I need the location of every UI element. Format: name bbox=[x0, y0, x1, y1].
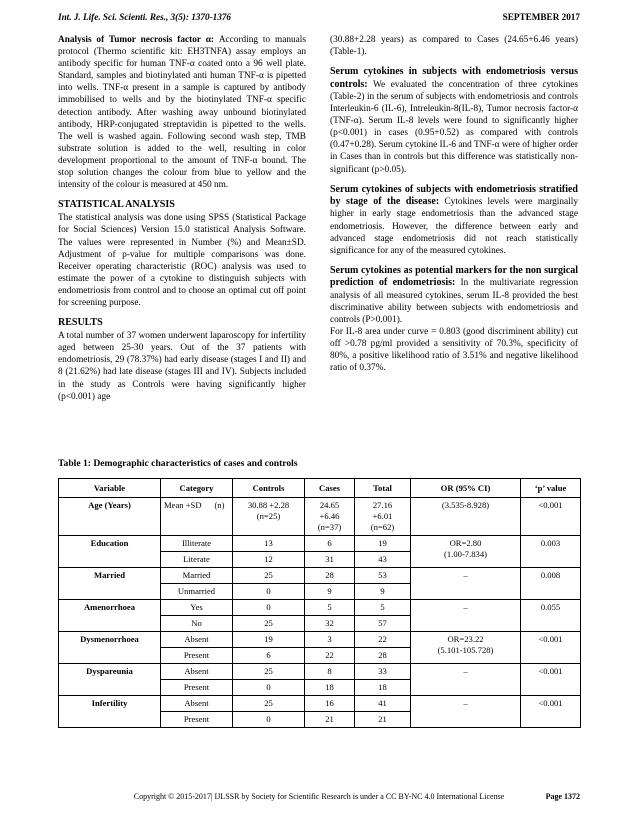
table-row bbox=[59, 536, 581, 552]
table-cell: 43 bbox=[355, 552, 411, 568]
table-cell: Mean +SD (n) bbox=[161, 498, 233, 536]
right-column bbox=[330, 34, 578, 374]
column-header: Category bbox=[161, 479, 233, 498]
table-caption: Table 1: Demographic characteristics of cases and controls bbox=[58, 458, 298, 469]
table-cell: Present bbox=[161, 712, 233, 728]
table-header-row bbox=[59, 479, 581, 498]
table-cell: Present bbox=[161, 680, 233, 696]
table-cell: – bbox=[411, 600, 521, 632]
table-cell: 18 bbox=[305, 680, 355, 696]
table-cell: 18 bbox=[355, 680, 411, 696]
statistical-analysis-heading: STATISTICAL ANALYSIS bbox=[58, 199, 175, 211]
table-row bbox=[59, 696, 581, 712]
table-row bbox=[59, 568, 581, 584]
table-cell: 8 bbox=[305, 664, 355, 680]
column-header: Total bbox=[355, 479, 411, 498]
stage-paragraph bbox=[330, 184, 578, 257]
table-cell: 57 bbox=[355, 616, 411, 632]
stage-text: Cytokines levels were marginally higher in early stage endometriosis than the advanced stage endometriosis. However, the difference between early and advanced stage endometriosis did not reach statistically significance for any of the measured cytokines. bbox=[330, 197, 578, 256]
marker-heading: Serum cytokines as potential markers for the non surgical prediction of endometriosis: bbox=[330, 264, 578, 289]
table-cell: 12 bbox=[233, 552, 305, 568]
table-cell: 28 bbox=[305, 568, 355, 584]
table-cell: 0 bbox=[233, 584, 305, 600]
table-cell: 30.88 +2.28 (n=25) bbox=[233, 498, 305, 536]
table-cell: 19 bbox=[233, 632, 305, 648]
table-cell: 5 bbox=[355, 600, 411, 616]
stage-heading: Serum cytokines of subjects with endometriosis stratified by stage of the disease: bbox=[330, 183, 578, 208]
table-row bbox=[59, 600, 581, 616]
table-row bbox=[59, 632, 581, 648]
variable-cell: Infertility bbox=[59, 696, 161, 728]
table-cell: 0.008 bbox=[521, 568, 581, 600]
variable-cell: Dyspareunia bbox=[59, 664, 161, 696]
column-header: OR (95% CI) bbox=[411, 479, 521, 498]
table-row bbox=[59, 664, 581, 680]
table-cell: Unmarried bbox=[161, 584, 233, 600]
table-cell: 9 bbox=[355, 584, 411, 600]
table-cell: 25 bbox=[233, 696, 305, 712]
table-cell: 41 bbox=[355, 696, 411, 712]
results-text: A total number of 37 women underwent laparoscopy for infertility aged between 25-30 years. Out of the 37 patients with endometriosis, 29 (78.37%) had early disease (stages I and II) and 8 (21.62%) had late disease (stages III and IV). Subjects included in the study as Controls were having significantly higher (p<0.001) age bbox=[58, 331, 306, 402]
tnf-text: According to manuals protocol (Thermo scientific kit: EH3TNFA) assay employs an antibody specific for human TNF-α coated onto a 96 well plate. Standard, samples and biotinylated anti human TNF-α is pipetted into wells. TNF-α present in a sample is captured by antibody immobilised to wells and by the biotinylated TNF-α specific detection antibody. After washing away unbound biotinylated antibody, HRP-conjugated streptavidin is pipetted to the wells. The well is washed again. Following second wash step, TMB substrate solution is added to the well, resulting in color development proportional to the amount of TNF-α bound. The stop solution changes the colour from blue to yellow and the intensity of the colour is measured at 450 nm. bbox=[58, 35, 306, 191]
table-cell: Yes bbox=[161, 600, 233, 616]
page-footer bbox=[58, 792, 580, 801]
il8-text: For IL-8 area under curve = 0.803 (good discriminent ability) cut off >0.78 pg/ml provided a sensitivity of 70.3%, specificity of 80%, a positive likelihood ratio of 3.51% and negative likelihood ratio of 0.37%. bbox=[330, 326, 578, 374]
results-heading: RESULTS bbox=[58, 317, 103, 329]
page-number: Page 1372 bbox=[545, 792, 580, 801]
table-cell: 0 bbox=[233, 600, 305, 616]
table-cell: 25 bbox=[233, 616, 305, 632]
table-cell: Absent bbox=[161, 632, 233, 648]
table-cell: 9 bbox=[305, 584, 355, 600]
table-cell: 28 bbox=[355, 648, 411, 664]
running-header bbox=[58, 12, 580, 22]
table-cell: 27.16 +6.01 (n=62) bbox=[355, 498, 411, 536]
table-cell: Absent bbox=[161, 696, 233, 712]
table-cell: 3 bbox=[305, 632, 355, 648]
table-cell: 33 bbox=[355, 664, 411, 680]
table-cell: 6 bbox=[233, 648, 305, 664]
serum-heading: Serum cytokines in subjects with endometriosis versus controls: bbox=[330, 66, 578, 90]
tnf-heading: Analysis of Tumor necrosis factor α: bbox=[58, 35, 214, 45]
age-continuation-text: (30.88+2.28 years) as compared to Cases (24.65+6.46 years) (Table-1). bbox=[330, 35, 578, 58]
table-cell: 24.65 +6.46 (n=37) bbox=[305, 498, 355, 536]
table-cell: 0 bbox=[233, 712, 305, 728]
variable-cell: Married bbox=[59, 568, 161, 600]
column-header: Variable bbox=[59, 479, 161, 498]
table-cell: – bbox=[411, 696, 521, 728]
column-header: Controls bbox=[233, 479, 305, 498]
table-cell: – bbox=[411, 568, 521, 600]
table-cell: 22 bbox=[355, 632, 411, 648]
table-cell: 32 bbox=[305, 616, 355, 632]
table-cell: <0.001 bbox=[521, 632, 581, 664]
table-cell: 25 bbox=[233, 664, 305, 680]
table-cell: Literate bbox=[161, 552, 233, 568]
tnf-paragraph bbox=[58, 34, 306, 191]
table-cell: 21 bbox=[305, 712, 355, 728]
table-cell: 53 bbox=[355, 568, 411, 584]
table-cell: 0.055 bbox=[521, 600, 581, 632]
marker-paragraph bbox=[330, 265, 578, 326]
column-header: ‘p’ value bbox=[521, 479, 581, 498]
table-cell: 19 bbox=[355, 536, 411, 552]
table-cell: Married bbox=[161, 568, 233, 584]
table-cell: 13 bbox=[233, 536, 305, 552]
table-cell: 5 bbox=[305, 600, 355, 616]
serum-paragraph bbox=[330, 66, 578, 175]
table-cell: 31 bbox=[305, 552, 355, 568]
table-cell: 6 bbox=[305, 536, 355, 552]
journal-citation: Int. J. Life. Sci. Scienti. Res., 3(5): 1370-1376 bbox=[58, 12, 232, 22]
table-cell: <0.001 bbox=[521, 696, 581, 728]
table-cell: Present bbox=[161, 648, 233, 664]
variable-cell: Education bbox=[59, 536, 161, 568]
serum-text: We evaluated the concentration of three cytokines (Table-2) in the serum of subjects with endometriosis and controls Interleukin-6 (IL-6), Intreleukin-8(IL-8), Tumor necrosis factor-α (TNF-α). Serum IL-8 levels were found to significantly higher (p<0.001) in cases (0.95+0.52) as compared with controls (0.47+0.28). Serum cytokine IL-6 and TNF-α were of higher order in Cases than in controls but this difference was statistically non-significant (p>0.05). bbox=[330, 79, 579, 175]
table-cell: Absent bbox=[161, 664, 233, 680]
table-cell: 22 bbox=[305, 648, 355, 664]
table-row bbox=[59, 498, 581, 536]
issue-date: SEPTEMBER 2017 bbox=[502, 12, 580, 22]
demographics-table bbox=[58, 478, 581, 728]
table-cell: No bbox=[161, 616, 233, 632]
table-cell: 25 bbox=[233, 568, 305, 584]
left-column bbox=[58, 34, 306, 403]
marker-text: In the multivariate regression analysis of all measured cytokines, serum IL-8 provided the best discriminative ability between subjects with endometriosis and controls (P>0.001). bbox=[330, 278, 578, 325]
table-cell: <0.001 bbox=[521, 664, 581, 696]
variable-cell: Age (Years) bbox=[59, 498, 161, 536]
table-cell: (3.535-8.928) bbox=[411, 498, 521, 536]
copyright-notice: Copyright © 2015-2017| IJLSSR by Society for Scientific Research is under a CC BY-NC 4.0 International License bbox=[133, 792, 505, 801]
table-cell: <0.001 bbox=[521, 498, 581, 536]
table-cell: OR=2.80 (1.00-7.834) bbox=[411, 536, 521, 568]
table-cell: OR=23.22 (5.101-105.728) bbox=[411, 632, 521, 664]
table-cell: Illiterate bbox=[161, 536, 233, 552]
variable-cell: Dysmenorrhoea bbox=[59, 632, 161, 664]
table-cell: 21 bbox=[355, 712, 411, 728]
table-cell: 0 bbox=[233, 680, 305, 696]
statistical-analysis-text: The statistical analysis was done using SPSS (Statistical Package for Social Sciences) Version 15.0 statistical Analysis Software. The values were represented in Number (%) and Mean±SD. Adjustment of p-value for multiple comparisons was done. Receiver operating characteristic (ROC) analysis was used to estimate the power of a cytokine to distinguish subjects with endometriosis from control and to choose an optimal cut off point for screening purpose. bbox=[58, 213, 306, 308]
table-cell: 16 bbox=[305, 696, 355, 712]
table-cell: – bbox=[411, 664, 521, 696]
column-header: Cases bbox=[305, 479, 355, 498]
variable-cell: Amenorrhoea bbox=[59, 600, 161, 632]
table-cell: 0.003 bbox=[521, 536, 581, 568]
